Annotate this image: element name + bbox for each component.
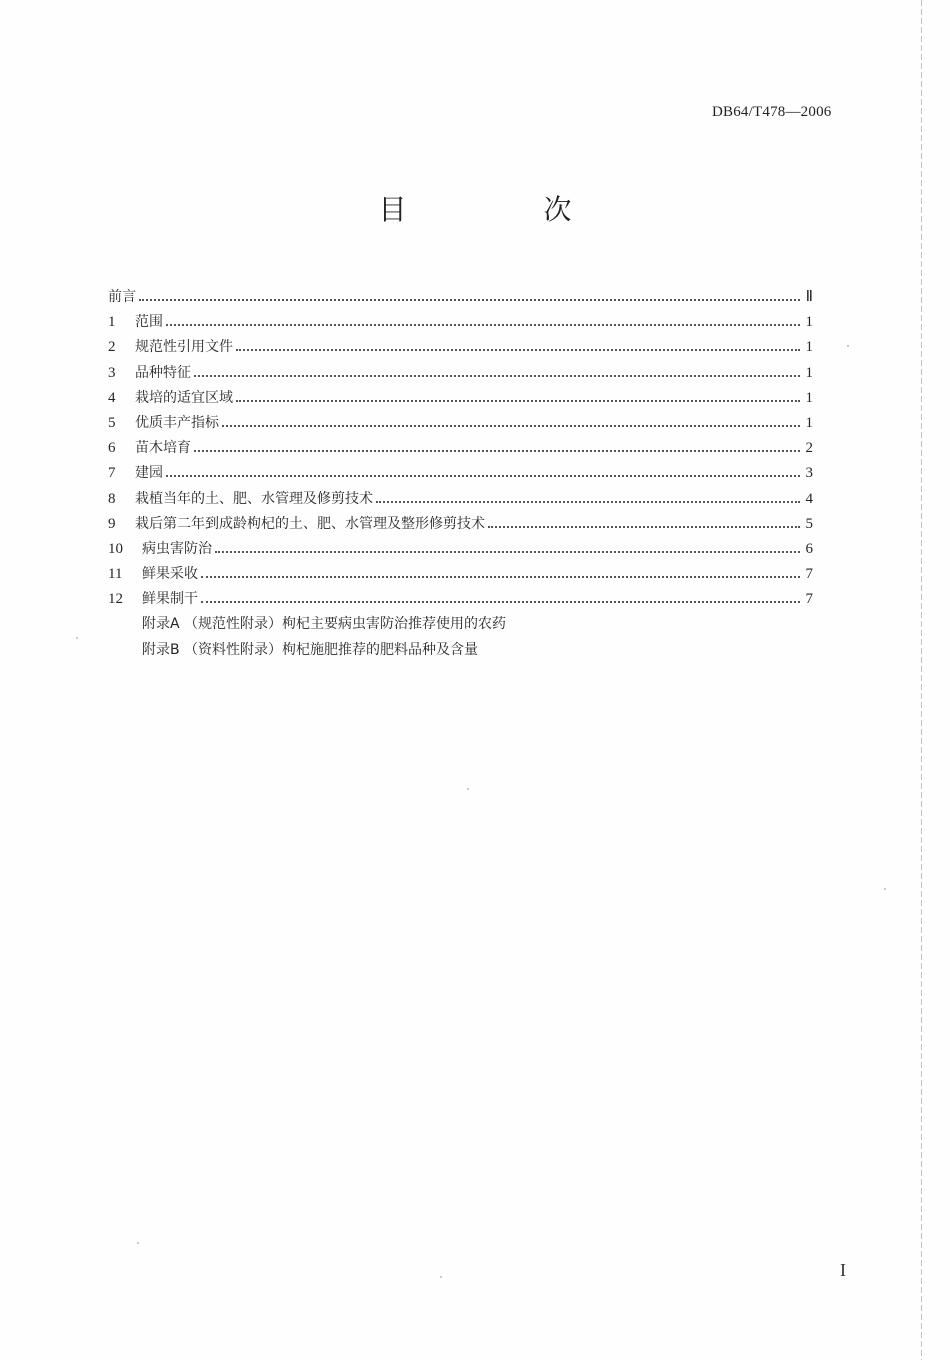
toc-leader-dots [488,525,800,528]
toc-entry-text: 品种特征 [135,364,191,381]
toc-entry-text: 病虫害防治 [142,540,212,557]
toc-entry-12[interactable] [108,587,813,612]
scan-speck [847,345,849,347]
scan-speck [884,888,886,890]
toc-entry-page: 7 [805,566,813,583]
scan-speck [76,637,78,639]
toc-entry-text: 优质丰产指标 [135,414,219,431]
toc-appendix-a[interactable] [108,612,813,637]
toc-entry-number: 10 [108,540,123,557]
toc-leader-dots [201,575,800,578]
toc-entry-number: 2 [108,339,116,356]
toc-leader-dots [194,374,800,377]
scan-speck [137,1242,139,1244]
toc-entry-number: 7 [108,465,116,482]
toc-entry-page: 3 [805,465,813,482]
toc-entry-page: 1 [805,364,813,381]
scan-speck [440,1276,442,1278]
toc-entry-page: 1 [805,339,813,356]
toc-entry-11[interactable] [108,562,813,587]
toc-entry-9[interactable] [108,512,813,537]
page-title: 目 次 [378,193,636,226]
toc-entry-page: 1 [805,414,813,431]
toc-entry-8[interactable] [108,487,813,512]
table-of-contents [108,285,813,663]
toc-entry-text: 鲜果采收 [142,566,198,583]
toc-entry-text: 苗木培育 [135,440,191,457]
toc-leader-dots [166,323,800,326]
toc-leader-dots [139,298,800,301]
page-number: I [840,1260,846,1280]
toc-leader-dots [236,399,800,402]
toc-entry-text: 规范性引用文件 [135,339,233,356]
toc-entry-7[interactable] [108,461,813,486]
toc-entry-page: 6 [805,540,813,557]
toc-entry-number: 5 [108,414,116,431]
toc-entry-number: 3 [108,364,116,381]
toc-leader-dots [236,348,800,351]
toc-entry-text: 栽后第二年到成龄枸杞的土、肥、水管理及整形修剪技术 [135,515,485,532]
toc-entry-5[interactable] [108,411,813,436]
toc-entry-text: 范围 [135,314,163,331]
toc-appendix-b[interactable] [108,638,813,663]
toc-entry-number: 1 [108,314,116,331]
toc-appendix-text: 附录A （规范性附录）枸杞主要病虫害防治推荐使用的农药 [142,616,507,633]
toc-entry-preface[interactable] [108,285,813,310]
toc-leader-dots [194,449,800,452]
toc-entry-text: 前言 [108,289,136,305]
toc-entry-page: 5 [805,515,813,532]
toc-entry-1[interactable] [108,310,813,335]
toc-entry-6[interactable] [108,436,813,461]
toc-entry-4[interactable] [108,386,813,411]
toc-entry-number: 4 [108,389,116,406]
toc-entry-page: 7 [805,591,813,608]
toc-leader-dots [201,600,800,603]
toc-entry-2[interactable] [108,335,813,360]
toc-entry-text: 建园 [135,465,163,482]
toc-entry-page: Ⅱ [805,289,813,305]
toc-entry-page: 4 [805,490,813,507]
toc-entry-text: 鲜果制干 [142,591,198,608]
toc-entry-number: 9 [108,515,116,532]
toc-leader-dots [166,474,800,477]
toc-entry-number: 8 [108,490,116,507]
toc-entry-page: 1 [805,389,813,406]
scan-speck [467,788,469,790]
toc-leader-dots [376,500,800,503]
toc-leader-dots [215,550,800,553]
toc-entry-10[interactable] [108,537,813,562]
toc-entry-3[interactable] [108,361,813,386]
toc-entry-number: 11 [108,566,123,583]
toc-appendix-text: 附录B （资料性附录）枸杞施肥推荐的肥料品种及含量 [142,641,479,658]
toc-entry-page: 2 [805,440,813,457]
document-code: DB64/T478—2006 [712,104,832,120]
toc-leader-dots [222,424,800,427]
toc-entry-number: 12 [108,591,123,608]
toc-entry-text: 栽培的适宜区域 [135,389,233,406]
toc-entry-page: 1 [805,314,813,331]
toc-entry-number: 6 [108,440,116,457]
toc-entry-text: 栽植当年的土、肥、水管理及修剪技术 [135,490,373,507]
